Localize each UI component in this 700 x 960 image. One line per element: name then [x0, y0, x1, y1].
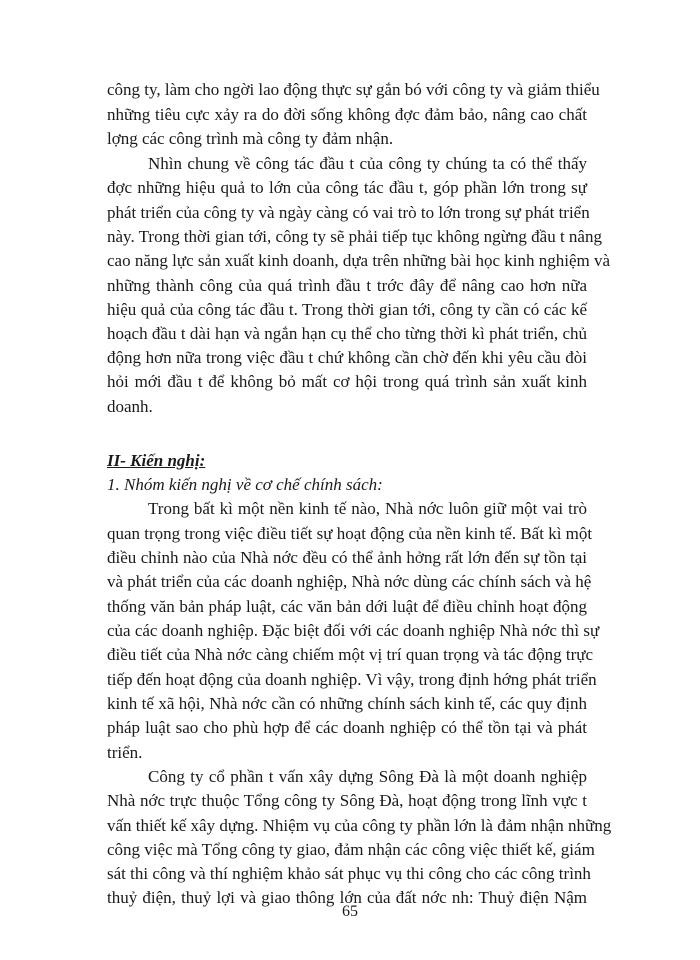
page-number: 65: [342, 903, 358, 920]
text-line: sát thi công và thí nghiệm khảo sát phục vụ thi công cho các công trình: [107, 864, 591, 883]
text-line: này. Trong thời gian tới, công ty sẽ phải tiếp tục không ngừng đầu t nâng: [107, 227, 602, 246]
text-line: của các doanh nghiệp. Đặc biệt đối với các doanh nghiệp Nhà nớc thì sự: [107, 621, 600, 640]
text-line: động hơn nữa trong việc đầu t chứ không cần chờ đến khi yêu cầu đòi: [107, 348, 587, 367]
text-line: công việc mà Tổng công ty giao, đảm nhận các công việc thiết kế, giám: [107, 840, 595, 859]
text-line: thuỷ điện, thuỷ lợi và giao thông lớn của đất nớc nh: Thuỷ điện Nậm: [107, 888, 587, 907]
section-heading: II- Kiến nghị:: [107, 451, 206, 470]
text-line: doanh.: [107, 397, 153, 416]
text-line: Trong bất kì một nền kinh tế nào, Nhà nớc luôn giữ một vai trò: [148, 499, 587, 518]
text-line: lợng các công trình mà công ty đảm nhận.: [107, 129, 394, 148]
text-line: công ty, làm cho ngời lao động thực sự gắn bó với công ty và giảm thiểu: [107, 80, 600, 99]
text-line: cao năng lực sản xuất kinh doanh, dựa trên những bài học kinh nghiệm và: [107, 251, 611, 270]
text-line: Nhìn chung về công tác đầu t của công ty chúng ta có thể thấy: [148, 154, 587, 173]
text-line: hỏi mới đầu t để không bỏ mất cơ hội trong quá trình sản xuất kinh: [107, 372, 587, 391]
text-line: tiếp đến hoạt động của doanh nghiệp. Vì vậy, trong định hớng phát triển: [107, 670, 597, 689]
text-line: những tiêu cực xảy ra do đời sống không đợc đảm bảo, nâng cao chất: [107, 105, 587, 124]
text-line: điều tiết của Nhà nớc càng chiếm một vị trí quan trọng và tác động trực: [107, 645, 594, 664]
subsection-heading: 1. Nhóm kiến nghị về cơ chế chính sách:: [107, 475, 383, 494]
text-line: hiệu quả của công tác đầu t. Trong thời gian tới, công ty cần có các kế: [107, 300, 587, 319]
text-line: vấn thiết kế xây dựng. Nhiệm vụ của công ty phần lớn là đảm nhận những: [107, 816, 612, 835]
text-line: Công ty cổ phần t vấn xây dựng Sông Đà là một doanh nghiệp: [148, 767, 587, 786]
text-line: thống văn bản pháp luật, các văn bản dới luật để điều chỉnh hoạt động: [107, 597, 587, 616]
text-line: triển.: [107, 743, 143, 762]
text-line: và phát triển của các doanh nghiệp, Nhà nớc dùng các chính sách và hệ: [107, 572, 592, 591]
text-line: hoạch đầu t dài hạn và ngắn hạn cụ thể cho từng thời kì phát triển, chủ: [107, 324, 587, 343]
text-line: những thành công của quá trình đầu t trớc đây để nâng cao hơn nữa: [107, 276, 587, 295]
text-line: quan trọng trong việc điều tiết sự hoạt động của nền kinh tế. Bất kì một: [107, 524, 593, 543]
text-line: Nhà nớc trực thuộc Tổng công ty Sông Đà, hoạt động trong lĩnh vực t: [107, 791, 587, 810]
text-line: đợc những hiệu quả to lớn của công tác đầu t, góp phần lớn trong sự: [107, 178, 587, 197]
text-line: kinh tế xã hội, Nhà nớc cần có những chính sách kinh tế, các quy định: [107, 694, 587, 713]
text-line: điều chỉnh nào của Nhà nớc đều có thể ảnh hởng rất lớn đến sự tồn tại: [107, 548, 587, 567]
text-line: phát triển của công ty và ngày càng có vai trò to lớn trong sự phát triển: [107, 203, 590, 222]
text-line: pháp luật sao cho phù hợp để các doanh nghiệp có thể tồn tại và phát: [107, 718, 587, 737]
